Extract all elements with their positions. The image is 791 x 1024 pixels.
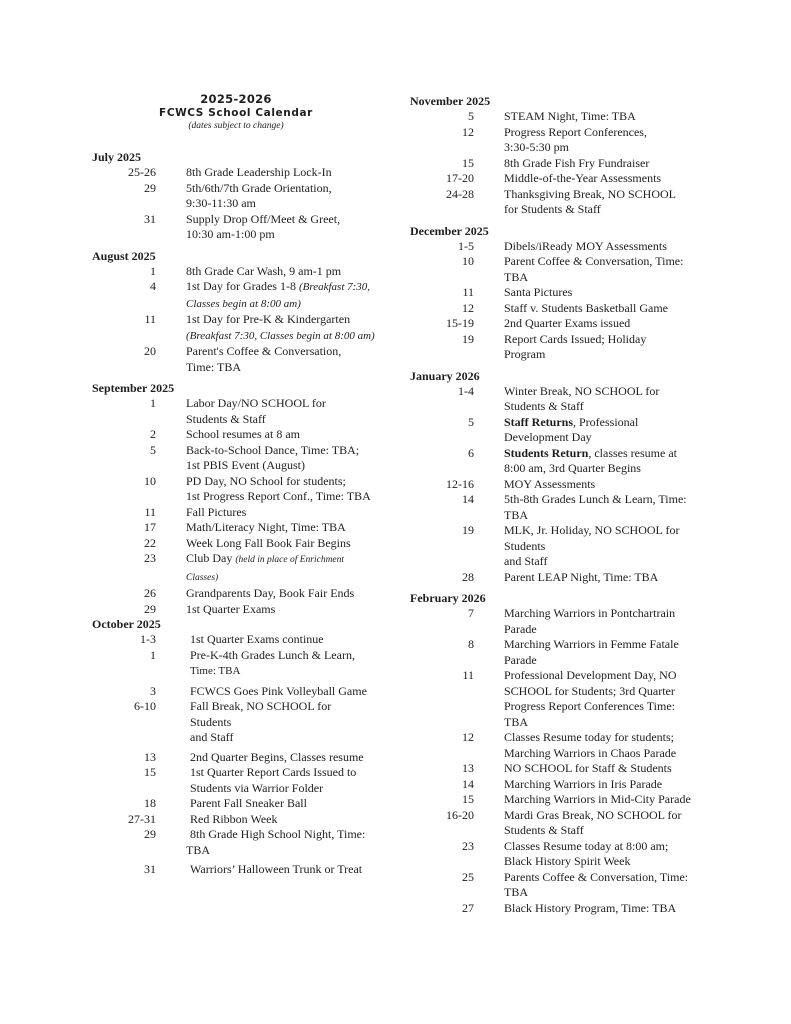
event-date: 13 xyxy=(144,749,156,764)
event-row xyxy=(92,551,392,586)
event-row xyxy=(410,668,710,730)
event-row xyxy=(410,870,710,901)
event-description: 8th Grade High School Night, Time: TBA xyxy=(186,827,366,857)
event-description: Middle-of-the-Year Assessments xyxy=(504,171,662,185)
event-description: Math/Literacy Night, Time: TBA xyxy=(186,520,346,534)
event-row xyxy=(92,344,392,375)
event-row xyxy=(410,730,710,761)
event-row xyxy=(410,570,710,586)
event-description: 2nd Quarter Begins, Classes resume xyxy=(190,749,364,764)
event-date: 29 xyxy=(144,601,156,616)
event-description: Back-to-School Dance, Time: TBA; 1st PBIS Event (August) xyxy=(186,442,360,472)
event-description: Parent Coffee & Conversation, Time: TBA xyxy=(504,254,684,284)
event-date: 16-20 xyxy=(446,807,474,822)
event-date: 5 xyxy=(150,442,156,457)
event-description: Week Long Fall Book Fair Begins xyxy=(186,535,351,550)
event-description: Mardi Gras Break, NO SCHOOL for Students & Staff xyxy=(504,807,682,837)
event-date: 7 xyxy=(468,606,474,620)
event-row xyxy=(92,827,392,858)
event-row xyxy=(92,520,392,536)
month-heading-october: October 2025 xyxy=(92,617,161,631)
event-description: Fall Break, NO SCHOOL for Students and Staff xyxy=(190,699,332,744)
event-description: 8th Grade Car Wash, 9 am-1 pm xyxy=(186,263,342,278)
event-description: Marching Warriors in Iris Parade xyxy=(504,776,663,791)
event-date: 1 xyxy=(150,396,156,410)
event-description: Warriors’ Halloween Trunk or Treat xyxy=(190,862,363,876)
event-description: Winter Break, NO SCHOOL for Students & Staff xyxy=(504,383,660,413)
event-date: 31 xyxy=(144,211,156,226)
event-row xyxy=(92,862,392,878)
event-date: 15-19 xyxy=(446,316,474,330)
event-row xyxy=(410,187,710,218)
event-date: 22 xyxy=(144,535,156,550)
event-date: 6 xyxy=(468,445,474,460)
event-description: MLK, Jr. Holiday, NO SCHOOL for Students and Staff xyxy=(504,523,680,568)
event-row xyxy=(92,750,392,766)
month-heading-august: August 2025 xyxy=(92,248,156,263)
event-row xyxy=(92,212,392,243)
event-description: Supply Drop Off/Meet & Greet, 10:30 am-1:00 pm xyxy=(186,211,341,241)
event-row xyxy=(410,808,710,839)
event-date: 27-31 xyxy=(128,811,156,826)
event-date: 31 xyxy=(144,862,156,876)
event-date: 17 xyxy=(144,520,156,534)
event-description: School resumes at 8 am xyxy=(186,427,300,441)
event-description: PD Day, NO School for students; 1st Progress Report Conf., Time: TBA xyxy=(186,473,371,503)
event-description: Parent LEAP Night, Time: TBA xyxy=(504,569,659,584)
event-date: 26 xyxy=(144,586,156,600)
event-description: 1st Quarter Exams xyxy=(186,601,276,616)
event-date: 29 xyxy=(144,827,156,841)
event-row xyxy=(410,301,710,317)
calendar-title: 2025-2026 xyxy=(200,92,272,106)
event-description: 5th/6th/7th Grade Orientation, 9:30-11:30 am xyxy=(186,180,332,210)
event-date: 25 xyxy=(462,869,474,884)
event-row xyxy=(92,181,392,212)
event-row xyxy=(410,492,710,523)
event-date: 11 xyxy=(462,668,474,682)
event-description: 2nd Quarter Exams issued xyxy=(504,316,631,330)
event-date: 17-20 xyxy=(446,171,474,185)
event-description: 1st Day for Grades 1-8 (Breakfast 7:30, Classes begin at 8:00 am) xyxy=(186,279,371,310)
event-row xyxy=(410,606,710,637)
event-description: Marching Warriors in Mid-City Parade xyxy=(504,792,691,806)
event-description: STEAM Night, Time: TBA xyxy=(504,109,636,123)
event-row xyxy=(92,505,392,521)
event-date: 6-10 xyxy=(134,699,156,713)
event-date: 29 xyxy=(144,180,156,195)
event-date: 14 xyxy=(462,492,474,506)
month-heading-july: July 2025 xyxy=(92,150,142,164)
event-date: 4 xyxy=(150,279,156,293)
event-date: 27 xyxy=(462,900,474,915)
event-date: 11 xyxy=(144,312,156,326)
event-row xyxy=(410,523,710,570)
event-description: Staff v. Students Basketball Game xyxy=(504,300,668,315)
event-description: Thanksgiving Break, NO SCHOOL for Students & Staff xyxy=(504,186,676,216)
event-date: 19 xyxy=(462,331,474,346)
event-description: Grandparents Day, Book Fair Ends xyxy=(186,586,355,600)
event-date: 15 xyxy=(462,792,474,806)
event-date: 23 xyxy=(144,551,156,565)
event-description: Marching Warriors in Pontchartrain Parade xyxy=(504,606,676,636)
event-date: 3 xyxy=(150,683,156,698)
event-date: 28 xyxy=(462,569,474,584)
event-row xyxy=(410,316,710,332)
event-description: 1st Quarter Exams continue xyxy=(190,632,324,646)
event-row xyxy=(410,239,710,255)
event-row xyxy=(92,264,392,280)
event-date: 15 xyxy=(462,155,474,170)
right-column xyxy=(410,94,710,916)
event-date: 5 xyxy=(468,414,474,429)
event-row xyxy=(410,839,710,870)
event-description: 8th Grade Leadership Lock-In xyxy=(186,165,332,179)
event-row xyxy=(410,901,710,917)
event-row xyxy=(410,477,710,493)
event-date: 11 xyxy=(462,285,474,299)
event-date: 1-4 xyxy=(458,383,474,398)
event-date: 12 xyxy=(462,124,474,139)
calendar-subtitle: FCWCS School Calendar xyxy=(159,107,313,119)
event-row xyxy=(92,765,392,796)
event-description: Classes Resume today at 8:00 am; Black History Spirit Week xyxy=(504,838,669,868)
event-row xyxy=(92,165,392,181)
event-row xyxy=(410,285,710,301)
event-description: Staff Returns, Professional Development Day xyxy=(504,414,639,444)
event-description: Professional Development Day, NO SCHOOL for Students; 3rd Quarter Progress Report Conferences Time: TBA xyxy=(504,668,677,729)
event-description: Dibels/iReady MOY Assessments xyxy=(504,238,667,253)
event-row xyxy=(92,699,392,746)
event-date: 10 xyxy=(462,254,474,268)
event-row xyxy=(92,602,392,618)
event-description: Report Cards Issued; Holiday Program xyxy=(504,331,647,361)
event-description: Parent Fall Sneaker Ball xyxy=(190,796,307,810)
event-row xyxy=(92,812,392,828)
event-description: Pre-K-4th Grades Lunch & Learn, Time: TBA xyxy=(190,647,355,677)
dates-disclaimer: (dates subject to change) xyxy=(188,121,284,131)
event-row xyxy=(92,443,392,474)
event-row xyxy=(92,796,392,812)
event-row xyxy=(92,396,392,427)
event-row xyxy=(410,254,710,285)
event-row xyxy=(410,125,710,156)
event-row xyxy=(410,446,710,477)
event-date: 20 xyxy=(144,344,156,358)
event-row xyxy=(410,332,710,363)
event-date: 13 xyxy=(462,761,474,775)
event-date: 1-5 xyxy=(458,238,474,253)
event-date: 25-26 xyxy=(128,165,156,179)
event-description: Red Ribbon Week xyxy=(190,811,278,826)
event-description: 8th Grade Fish Fry Fundraiser xyxy=(504,155,650,170)
event-description: Fall Pictures xyxy=(186,504,247,519)
event-row xyxy=(410,637,710,668)
event-row xyxy=(92,474,392,505)
event-row xyxy=(410,415,710,446)
event-date: 10 xyxy=(144,473,156,488)
event-row xyxy=(92,536,392,552)
event-date: 12 xyxy=(462,730,474,744)
event-row xyxy=(410,109,710,125)
event-description: Santa Pictures xyxy=(504,285,573,299)
month-heading-february: February 2026 xyxy=(410,591,486,605)
month-heading-december: December 2025 xyxy=(410,223,489,238)
event-date: 12 xyxy=(462,300,474,315)
event-description: Parents Coffee & Conversation, Time: TBA xyxy=(504,869,689,899)
month-heading-january: January 2026 xyxy=(410,368,480,383)
event-row xyxy=(410,171,710,187)
event-description: Parent's Coffee & Conversation, Time: TBA xyxy=(186,344,342,374)
event-date: 1 xyxy=(150,647,156,662)
event-description: Marching Warriors in Femme Fatale Parade xyxy=(504,637,679,667)
event-description: Black History Program, Time: TBA xyxy=(504,900,677,915)
month-heading-november: November 2025 xyxy=(410,94,491,108)
event-row xyxy=(410,777,710,793)
event-date: 12-16 xyxy=(446,476,474,491)
event-row xyxy=(92,632,392,648)
event-row xyxy=(92,648,392,680)
event-description: Labor Day/NO SCHOOL for Students & Staff xyxy=(186,396,326,426)
event-description: Classes Resume today for students; Marching Warriors in Chaos Parade xyxy=(504,730,677,760)
event-date: 18 xyxy=(144,796,156,810)
event-date: 5 xyxy=(468,109,474,123)
event-date: 14 xyxy=(462,776,474,791)
event-row xyxy=(410,792,710,808)
event-row xyxy=(410,156,710,172)
event-description: NO SCHOOL for Staff & Students xyxy=(504,761,672,775)
event-date: 19 xyxy=(462,523,474,537)
event-description: FCWCS Goes Pink Volleyball Game xyxy=(190,683,367,698)
event-date: 11 xyxy=(144,504,156,519)
event-date: 1-3 xyxy=(140,632,156,646)
event-description: 5th-8th Grades Lunch & Learn, Time: TBA xyxy=(504,492,687,522)
event-date: 24-28 xyxy=(446,186,474,201)
event-row xyxy=(410,761,710,777)
event-description: Students Return, classes resume at 8:00 am, 3rd Quarter Begins xyxy=(504,445,677,475)
event-description: Progress Report Conferences, 3:30-5:30 pm xyxy=(504,124,647,154)
event-description: Club Day (held in place of Enrichment Classes) xyxy=(186,551,345,583)
event-description: MOY Assessments xyxy=(504,476,596,491)
event-row xyxy=(410,384,710,415)
event-row xyxy=(92,427,392,443)
event-description: 1st Day for Pre-K & Kindergarten (Breakfast 7:30, Classes begin at 8:00 am) xyxy=(186,312,375,342)
event-row xyxy=(92,586,392,602)
month-heading-september: September 2025 xyxy=(92,381,175,395)
calendar-header xyxy=(92,92,380,132)
event-row xyxy=(92,279,392,312)
event-row xyxy=(92,684,392,700)
event-date: 15 xyxy=(144,765,156,779)
event-date: 23 xyxy=(462,838,474,853)
event-description: 1st Quarter Report Cards Issued to Students via Warrior Folder xyxy=(190,765,357,795)
event-date: 2 xyxy=(150,427,156,441)
event-date: 8 xyxy=(468,637,474,651)
event-date: 1 xyxy=(150,263,156,278)
left-column xyxy=(92,92,392,878)
event-row xyxy=(92,312,392,344)
